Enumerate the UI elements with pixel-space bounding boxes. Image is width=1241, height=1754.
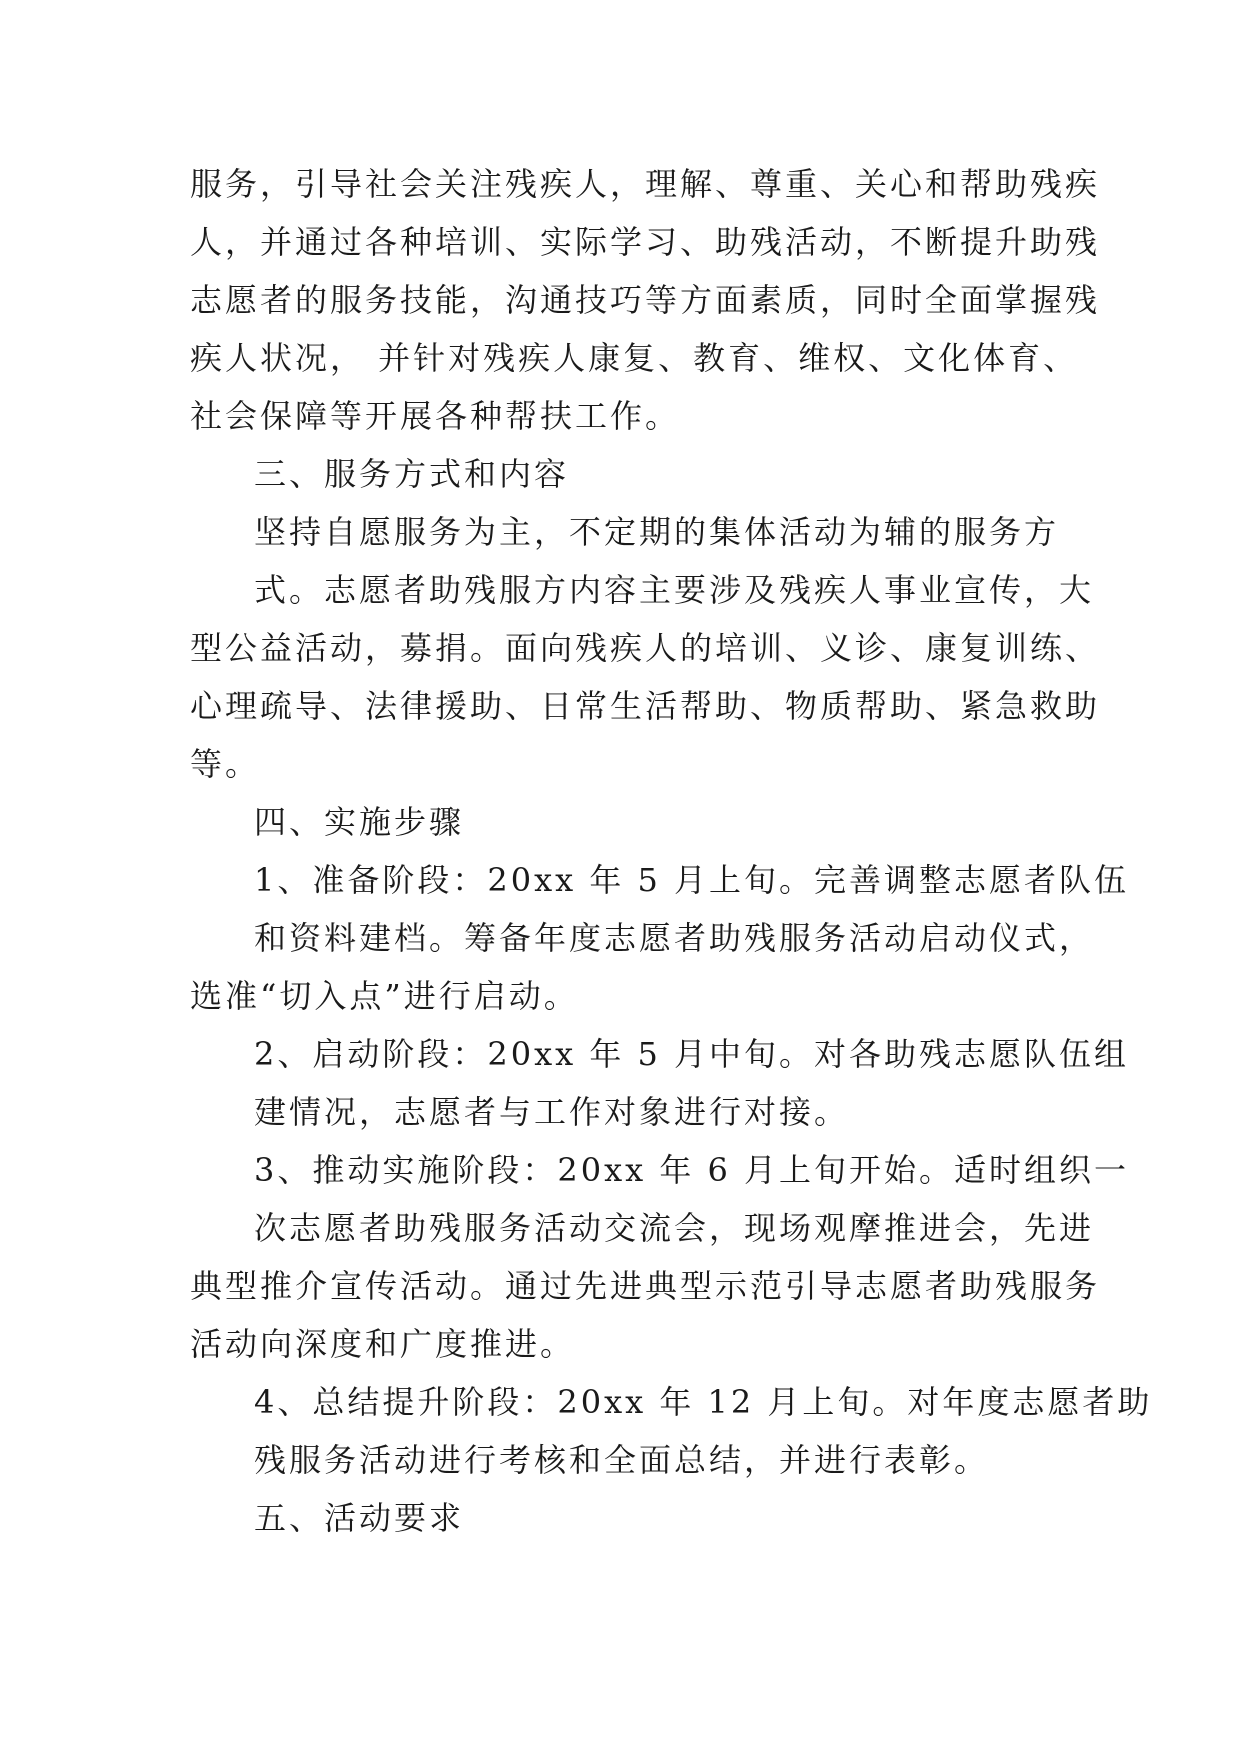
section-heading: 四、实施步骤 [254, 803, 465, 841]
paragraph-line: 残服务活动进行考核和全面总结，并进行表彰。 [254, 1441, 990, 1479]
paragraph-line: 3、推动实施阶段：20xx 年 6 月上旬开始。适时组织一 [254, 1151, 1130, 1189]
paragraph-line: 型公益活动，募捐。面向残疾人的培训、义诊、康复训练、 [190, 629, 1101, 667]
paragraph-line: 等。 [190, 745, 261, 783]
paragraph-line: 典型推介宣传活动。通过先进典型示范引导志愿者助残服务 [190, 1267, 1101, 1305]
paragraph-line: 疾人状况， 并针对残疾人康复、教育、维权、文化体育、 [190, 339, 1079, 377]
paragraph-line: 社会保障等开展各种帮扶工作。 [190, 397, 681, 435]
paragraph-line: 4、总结提升阶段：20xx 年 12 月上旬。对年度志愿者助 [254, 1383, 1153, 1421]
paragraph-line: 和资料建档。筹备年度志愿者助残服务活动启动仪式， [254, 919, 1095, 957]
paragraph-line: 服务，引导社会关注残疾人，理解、尊重、关心和帮助残疾 [190, 165, 1101, 203]
paragraph-line: 式。志愿者助残服方内容主要涉及残疾人事业宣传，大 [254, 571, 1095, 609]
section-heading: 三、服务方式和内容 [254, 455, 570, 493]
paragraph-line: 2、启动阶段：20xx 年 5 月中旬。对各助残志愿队伍组 [254, 1035, 1130, 1073]
paragraph-line: 心理疏导、法律援助、日常生活帮助、物质帮助、紧急救助 [190, 687, 1101, 725]
paragraph-line: 志愿者的服务技能，沟通技巧等方面素质，同时全面掌握残 [190, 281, 1101, 319]
paragraph-line: 建情况，志愿者与工作对象进行对接。 [254, 1093, 850, 1131]
paragraph-line: 坚持自愿服务为主，不定期的集体活动为辅的服务方 [254, 513, 1060, 551]
paragraph-line: 活动向深度和广度推进。 [190, 1325, 576, 1363]
paragraph-line: 次志愿者助残服务活动交流会，现场观摩推进会，先进 [254, 1209, 1095, 1247]
section-heading: 五、活动要求 [254, 1499, 465, 1537]
paragraph-line: 人，并通过各种培训、实际学习、助残活动，不断提升助残 [190, 223, 1101, 261]
paragraph-line: 选准“切入点”进行启动。 [190, 977, 579, 1015]
paragraph-line: 1、准备阶段：20xx 年 5 月上旬。完善调整志愿者队伍 [254, 861, 1130, 899]
